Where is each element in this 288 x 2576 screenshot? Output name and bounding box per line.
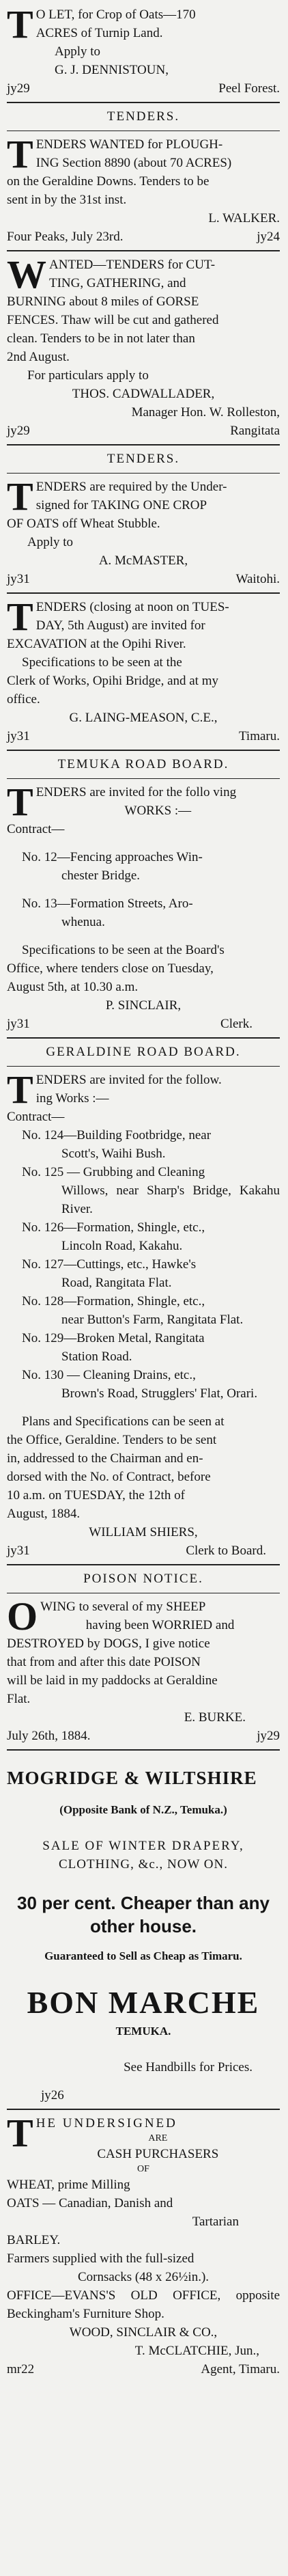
tenders-3-ref: jy31: [7, 572, 30, 586]
bon-marche-handbills: See Handbills for Prices.: [124, 2060, 253, 2074]
spacer: [7, 1792, 280, 1801]
wood-line9: Farmers supplied with the full-sized: [7, 2251, 195, 2266]
geraldine-item-124: No. 124—Building Footbridge, near: [22, 1128, 212, 1142]
tenders-3-line1: ENDERS are required by the Under-: [35, 480, 227, 494]
tenders-2-line7: For particulars apply to: [27, 368, 149, 383]
spacer: [7, 2040, 280, 2058]
bon-marche-title: BON MARCHE: [27, 1985, 260, 2020]
wood-line5: WHEAT, prime Milling: [7, 2178, 130, 2192]
to-let-place: Peel Forest.: [218, 81, 280, 96]
spacer: [7, 1965, 280, 1983]
wood-line2: ARE: [148, 2133, 168, 2143]
to-let-line3: Apply to: [55, 44, 101, 59]
geraldine-spec2: the Office, Geraldine. Tenders to be sent: [7, 1433, 217, 1447]
tenders-2-signer: THOS. CADWALLADER,: [72, 387, 215, 401]
temuka-spec2: Office, where tenders close on Tuesday,: [7, 961, 214, 976]
mogridge-sale1: SALE OF WINTER DRAPERY,: [42, 1839, 244, 1853]
wood-signer: WOOD, SINCLAIR & CO.,: [69, 2325, 218, 2340]
heading: TENDERS.: [106, 452, 180, 466]
tenders-2-line1: ANTED—TENDERS for CUT-: [49, 258, 216, 272]
wood-line4: OF: [137, 2164, 149, 2174]
tenders-2-line5: clean. Tenders to be in not later than: [7, 331, 195, 346]
tenders-2-footer: [7, 422, 280, 440]
to-let-line1: O LET, for Crop of Oats—170: [35, 8, 196, 22]
ad-geraldine-road-board: [7, 1043, 280, 1560]
spacer: [7, 1755, 280, 1764]
temuka-title: Clerk.: [220, 1017, 253, 1031]
poison-signer: E. BURKE.: [184, 1710, 246, 1725]
geraldine-spec6: August, 1884.: [7, 1507, 81, 1521]
geraldine-spec1: Plans and Specifications can be seen at: [22, 1414, 225, 1429]
divider: [7, 1749, 280, 1751]
ad-wood-sinclair: [7, 2111, 280, 2379]
tenders-4-line3: EXCAVATION at the Opihi River.: [7, 637, 186, 651]
dropcap-t: T: [7, 2, 33, 46]
geraldine-item-127-cont: Road, Rangitata Flat.: [61, 1276, 172, 1290]
ad-tenders-walker: [7, 107, 280, 246]
divider: [7, 473, 280, 474]
dropcap-t: T: [7, 132, 33, 176]
temuka-item-13: No. 13—Formation Streets, Aro-: [22, 896, 193, 911]
tenders-4-ref: jy31: [7, 729, 30, 743]
dropcap-t: T: [7, 1067, 33, 1112]
temuka-spec1: Specifications to be seen at the Board's: [22, 943, 225, 957]
poison-date: July 26th, 1884.: [7, 1729, 91, 1743]
geraldine-contract-label: Contract—: [7, 1110, 65, 1124]
poison-line2: having been WORRIED and: [85, 1618, 235, 1632]
spacer: [7, 931, 280, 941]
spacer: [7, 1819, 280, 1837]
geraldine-item-129-cont: Station Road.: [61, 1349, 132, 1364]
wood-line6: OATS — Canadian, Danish and: [7, 2196, 173, 2210]
tenders-4-line5: Clerk of Works, Opihi Bridge, and at my: [7, 674, 218, 688]
geraldine-signer: WILLIAM SHIERS,: [89, 1525, 198, 1539]
ad-tenders-opihi: [7, 594, 280, 745]
geraldine-ref: jy31: [7, 1544, 30, 1558]
geraldine-item-125-cont: Willows, near Sharp's Bridge, Kakahu River.: [61, 1183, 280, 1216]
divider: [7, 444, 280, 446]
tenders-1-place-date: Four Peaks, July 23rd.: [7, 230, 124, 244]
wood-signer2: T. McCLATCHIE, Jun.,: [134, 2344, 259, 2358]
geraldine-line1: ENDERS are invited for the follow.: [35, 1073, 222, 1087]
geraldine-item-125: No. 125 — Grubbing and Cleaning: [22, 1165, 205, 1179]
temuka-line2: WORKS :—: [124, 804, 192, 818]
geraldine-item-130: No. 130 — Cleaning Drains, etc.,: [22, 1368, 196, 1382]
tenders-3-line2: signed for TAKING ONE CROP: [35, 498, 207, 512]
dropcap-o: O: [7, 1594, 38, 1639]
geraldine-item-130-cont: Brown's Road, Strugglers' Flat, Orari.: [61, 1386, 258, 1401]
heading: TENDERS.: [106, 109, 180, 124]
mogridge-cheaper2: other house.: [89, 1916, 197, 1936]
temuka-item-13-cont: whenua.: [61, 915, 105, 929]
geraldine-item-126-cont: Lincoln Road, Kakahu.: [61, 1239, 183, 1253]
ad-tenders-mcmaster: [7, 450, 280, 588]
mogridge-sale2: CLOTHING, &c., NOW ON.: [58, 1857, 229, 1872]
geraldine-item-128: No. 128—Formation, Shingle, etc.,: [22, 1294, 205, 1308]
tenders-1-line2: ING Section 8890 (about 70 ACRES): [35, 156, 232, 170]
tenders-4-place: Timaru.: [238, 729, 280, 743]
wood-line11: OFFICE—EVANS'S OLD OFFICE, opposite Beckingham's Furniture Shop.: [7, 2288, 280, 2321]
ad-poison-notice: [7, 1570, 280, 1745]
wood-line8: BARLEY.: [7, 2233, 61, 2247]
tenders-2-line6: 2nd August.: [7, 350, 70, 364]
geraldine-spec3: in, addressed to the Chairman and en-: [7, 1451, 203, 1466]
tenders-1-line3: on the Geraldine Downs. Tenders to be: [7, 174, 210, 189]
wood-line10: Cornsacks (48 x 26½in.).: [77, 2270, 210, 2284]
divider: [7, 250, 280, 251]
poison-line1: WING to several of my SHEEP: [40, 1600, 206, 1614]
tenders-3-place: Waitohi.: [235, 572, 280, 586]
temuka-contract-label: Contract—: [7, 822, 65, 836]
temuka-signer: P. SINCLAIR,: [105, 998, 182, 1013]
tenders-4-line1: ENDERS (closing at noon on TUES-: [35, 600, 229, 614]
geraldine-item-124-cont: Scott's, Waihi Bush.: [61, 1147, 166, 1161]
tenders-3-signer: A. McMASTER,: [98, 553, 188, 568]
divider: [7, 592, 280, 594]
divider: [7, 2109, 280, 2110]
tenders-2-ref: jy29: [7, 424, 30, 438]
to-let-footer: [7, 79, 280, 98]
geraldine-spec4: dorsed with the No. of Contract, before: [7, 1470, 211, 1484]
mogridge-cheaper1: 30 per cent. Cheaper than any: [17, 1893, 270, 1913]
ad-temuka-road-board: [7, 755, 280, 1033]
geraldine-item-128-cont: near Button's Farm, Rangitata Flat.: [61, 1313, 244, 1327]
tenders-2-signer2: Manager Hon. W. Rolleston,: [131, 405, 280, 420]
spacer: [7, 2077, 280, 2086]
dropcap-t: T: [7, 594, 33, 639]
tenders-4-footer: [7, 727, 280, 745]
tenders-2-line4: FENCES. Thaw will be cut and gathered: [7, 313, 219, 327]
heading: POISON NOTICE.: [83, 1572, 203, 1586]
divider: [7, 102, 280, 103]
divider: [7, 778, 280, 779]
heading: GERALDINE ROAD BOARD.: [46, 1045, 241, 1059]
spacer: [7, 1874, 280, 1891]
tenders-1-line1: ENDERS WANTED for PLOUGH-: [35, 137, 223, 152]
ad-to-let: [7, 2, 280, 98]
temuka-ref: jy31: [7, 1017, 30, 1031]
geraldine-title: Clerk to Board.: [186, 1544, 266, 1558]
mogridge-ref: jy26: [41, 2088, 64, 2102]
temuka-line1: ENDERS are invited for the follo ving: [35, 785, 237, 799]
mogridge-guarantee: Guaranteed to Sell as Cheap as Timaru.: [44, 1949, 242, 1962]
tenders-3-line4: Apply to: [27, 535, 74, 549]
geraldine-spec5: 10 a.m. on TUESDAY, the 12th of: [7, 1488, 185, 1503]
mogridge-title: MOGRIDGE & WILTSHIRE: [7, 1768, 257, 1788]
ad-tenders-gorse: [7, 252, 280, 440]
dropcap-t: T: [7, 2111, 33, 2155]
geraldine-item-126: No. 126—Formation, Shingle, etc.,: [22, 1220, 205, 1235]
tenders-3-footer: [7, 570, 280, 588]
poison-footer: [7, 1727, 280, 1745]
tenders-1-footer: [7, 228, 280, 246]
temuka-item-12-cont: chester Bridge.: [61, 868, 141, 883]
tenders-1-signer: L. WALKER.: [208, 211, 280, 225]
to-let-line4: G. J. DENNISTOUN,: [55, 63, 169, 77]
tenders-4-line4: Specifications to be seen at the: [22, 655, 182, 670]
divider: [7, 1037, 280, 1039]
divider: [7, 1564, 280, 1565]
wood-footer: [7, 2360, 280, 2379]
dropcap-t: T: [7, 474, 33, 519]
geraldine-item-129: No. 129—Broken Metal, Rangitata: [22, 1331, 205, 1345]
bon-marche-town: TEMUKA.: [115, 2025, 171, 2038]
wood-line3: CASH PURCHASERS: [97, 2147, 219, 2161]
wood-title: Agent, Timaru.: [201, 2362, 280, 2376]
tenders-4-line2: DAY, 5th August) are invited for: [35, 618, 205, 633]
wood-ref: mr22: [7, 2362, 35, 2376]
divider: [7, 750, 280, 751]
poison-line6: Flat.: [7, 1692, 31, 1706]
poison-line3: DESTROYED by DOGS, I give notice: [7, 1636, 210, 1651]
temuka-spec3: August 5th, at 10.30 a.m.: [7, 980, 139, 994]
mogridge-subtitle: (Opposite Bank of N.Z., Temuka.): [59, 1803, 227, 1816]
to-let-line2: ACRES of Turnip Land.: [35, 26, 163, 40]
poison-line5: will be laid in my paddocks at Geraldine: [7, 1673, 218, 1688]
spacer: [7, 885, 280, 894]
tenders-2-line3: BURNING about 8 miles of GORSE: [7, 294, 199, 309]
spacer: [7, 1938, 280, 1947]
spacer: [7, 1403, 280, 1412]
geraldine-footer: [7, 1542, 280, 1560]
poison-line4: that from and after this date POISON: [7, 1655, 201, 1669]
tenders-2-line2: TING, GATHERING, and: [49, 276, 186, 290]
tenders-2-place: Rangitata: [230, 424, 280, 438]
to-let-ref: jy29: [7, 81, 30, 96]
temuka-footer: [7, 1015, 280, 1033]
dropcap-t: T: [7, 780, 33, 824]
poison-ref: jy29: [257, 1729, 280, 1743]
divider: [7, 1066, 280, 1067]
tenders-4-line6: office.: [7, 692, 40, 707]
tenders-4-signer: G. LAING-MEASON, C.E.,: [69, 711, 218, 725]
heading: TEMUKA ROAD BOARD.: [57, 757, 229, 771]
wood-line1: HE UNDERSIGNED: [35, 2116, 177, 2130]
temuka-item-12: No. 12—Fencing approaches Win-: [22, 850, 203, 864]
dropcap-w: W: [7, 252, 46, 297]
ad-mogridge-wiltshire: [7, 1755, 280, 2105]
tenders-1-ref: jy24: [257, 230, 280, 244]
spacer: [7, 838, 280, 848]
geraldine-item-127: No. 127—Cuttings, etc., Hawke's: [22, 1257, 197, 1272]
wood-line7: Tartarian: [192, 2215, 239, 2229]
tenders-1-line4: sent in by the 31st inst.: [7, 193, 127, 207]
geraldine-line2: ing Works :—: [35, 1091, 109, 1106]
tenders-3-line3: OF OATS off Wheat Stubble.: [7, 517, 160, 531]
